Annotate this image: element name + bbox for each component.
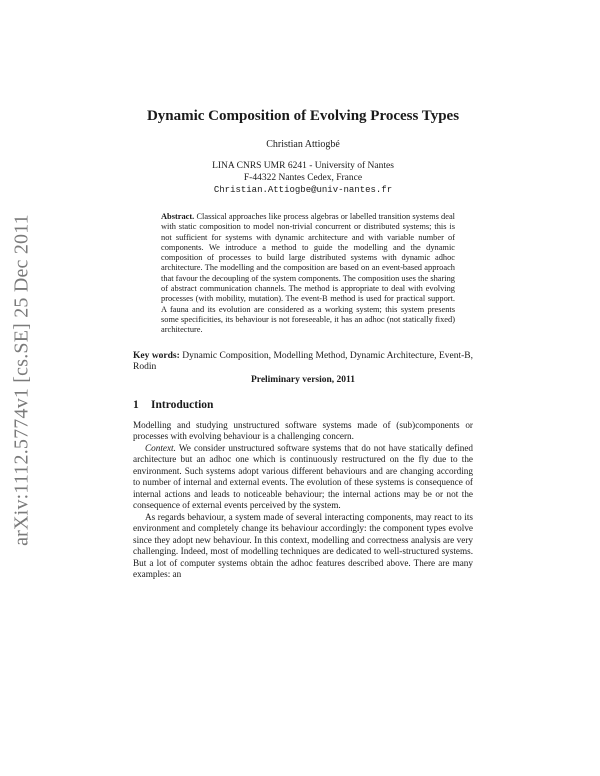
- paper-title: Dynamic Composition of Evolving Process Types: [146, 108, 460, 124]
- preliminary-version-note: Preliminary version, 2011: [250, 374, 356, 385]
- paragraph-2-lead: Context.: [145, 442, 176, 453]
- author-name: Christian Attiogbé: [266, 139, 340, 150]
- section-number: 1: [133, 398, 139, 411]
- author-email: Christian.Attiogbe@univ-nantes.fr: [213, 185, 393, 195]
- section-body: [133, 420, 473, 581]
- paragraph-1: Modelling and studying unstructured software systems made of (sub)components or processes with evolving behaviour is a challenging concern.: [133, 419, 473, 442]
- paragraph-2: [133, 443, 473, 512]
- abstract-block: [161, 212, 455, 336]
- affiliation-line-2: F-44322 Nantes Cedex, France: [243, 173, 363, 183]
- arxiv-sidebar-stamp: [4, 210, 40, 550]
- keywords-block: [133, 351, 473, 374]
- arxiv-id: arXiv:1112.5774v1 [cs.SE] 25 Dec 2011: [10, 214, 33, 546]
- affiliation-line-1: LINA CNRS UMR 6241 - University of Nantes: [212, 161, 394, 171]
- section-heading: [133, 399, 473, 411]
- section-title: Introduction: [151, 398, 214, 411]
- keywords-text: Dynamic Composition, Modelling Method, Dynamic Architecture, Event-B, Rodin: [133, 350, 474, 373]
- paragraph-3: As regards behaviour, a system made of several interacting components, may react to its environment and completely change its behaviour accordingly: the component types evolve since they adopt new behaviour. In this context, modelling and correctness analysis are very challenging. Indeed, most of modelling techniques are dedicated to well-structured systems. But a lot of computer systems obtain the adhoc features described above. There are many examples: an: [133, 511, 473, 580]
- abstract-label: Abstract.: [161, 212, 195, 221]
- paper-page: [133, 108, 473, 581]
- keywords-label: Key words:: [133, 350, 180, 361]
- abstract-text: Classical approaches like process algebras or labelled transition systems deal with static composition to model non-trivial concurrent or distributed systems; this is not sufficient for systems with dynamic architecture and with variable number of components. We introduce a method to guide the modelling and the dynamic composition of processes to build large distributed systems with dynamic adhoc architecture. The modelling and the composition are based on an event-based approach that favour the decoupling of the system components. The composition uses the sharing of abstract communication channels. The method is appropriate to deal with evolving processes (with mobility, mutation). The event-B method is used for practical support. A fauna and its evolution are considered as a working system; this system presents some specificities, its behaviour is not foreseeable, it has an adhoc (not statically fixed) architecture.: [161, 212, 456, 335]
- paragraph-2-text: We consider unstructured software systems that do not have statically defined architecture but an adhoc one which is continuously restructured on the fly due to the environment. Such systems adopt various different behaviours and are changing according to number of internal and external events. The evolution of these systems is consequence of internal actions and leads to noticeable behaviour; the internal actions may be or not the consequence of external events perceived by the system.: [133, 442, 473, 511]
